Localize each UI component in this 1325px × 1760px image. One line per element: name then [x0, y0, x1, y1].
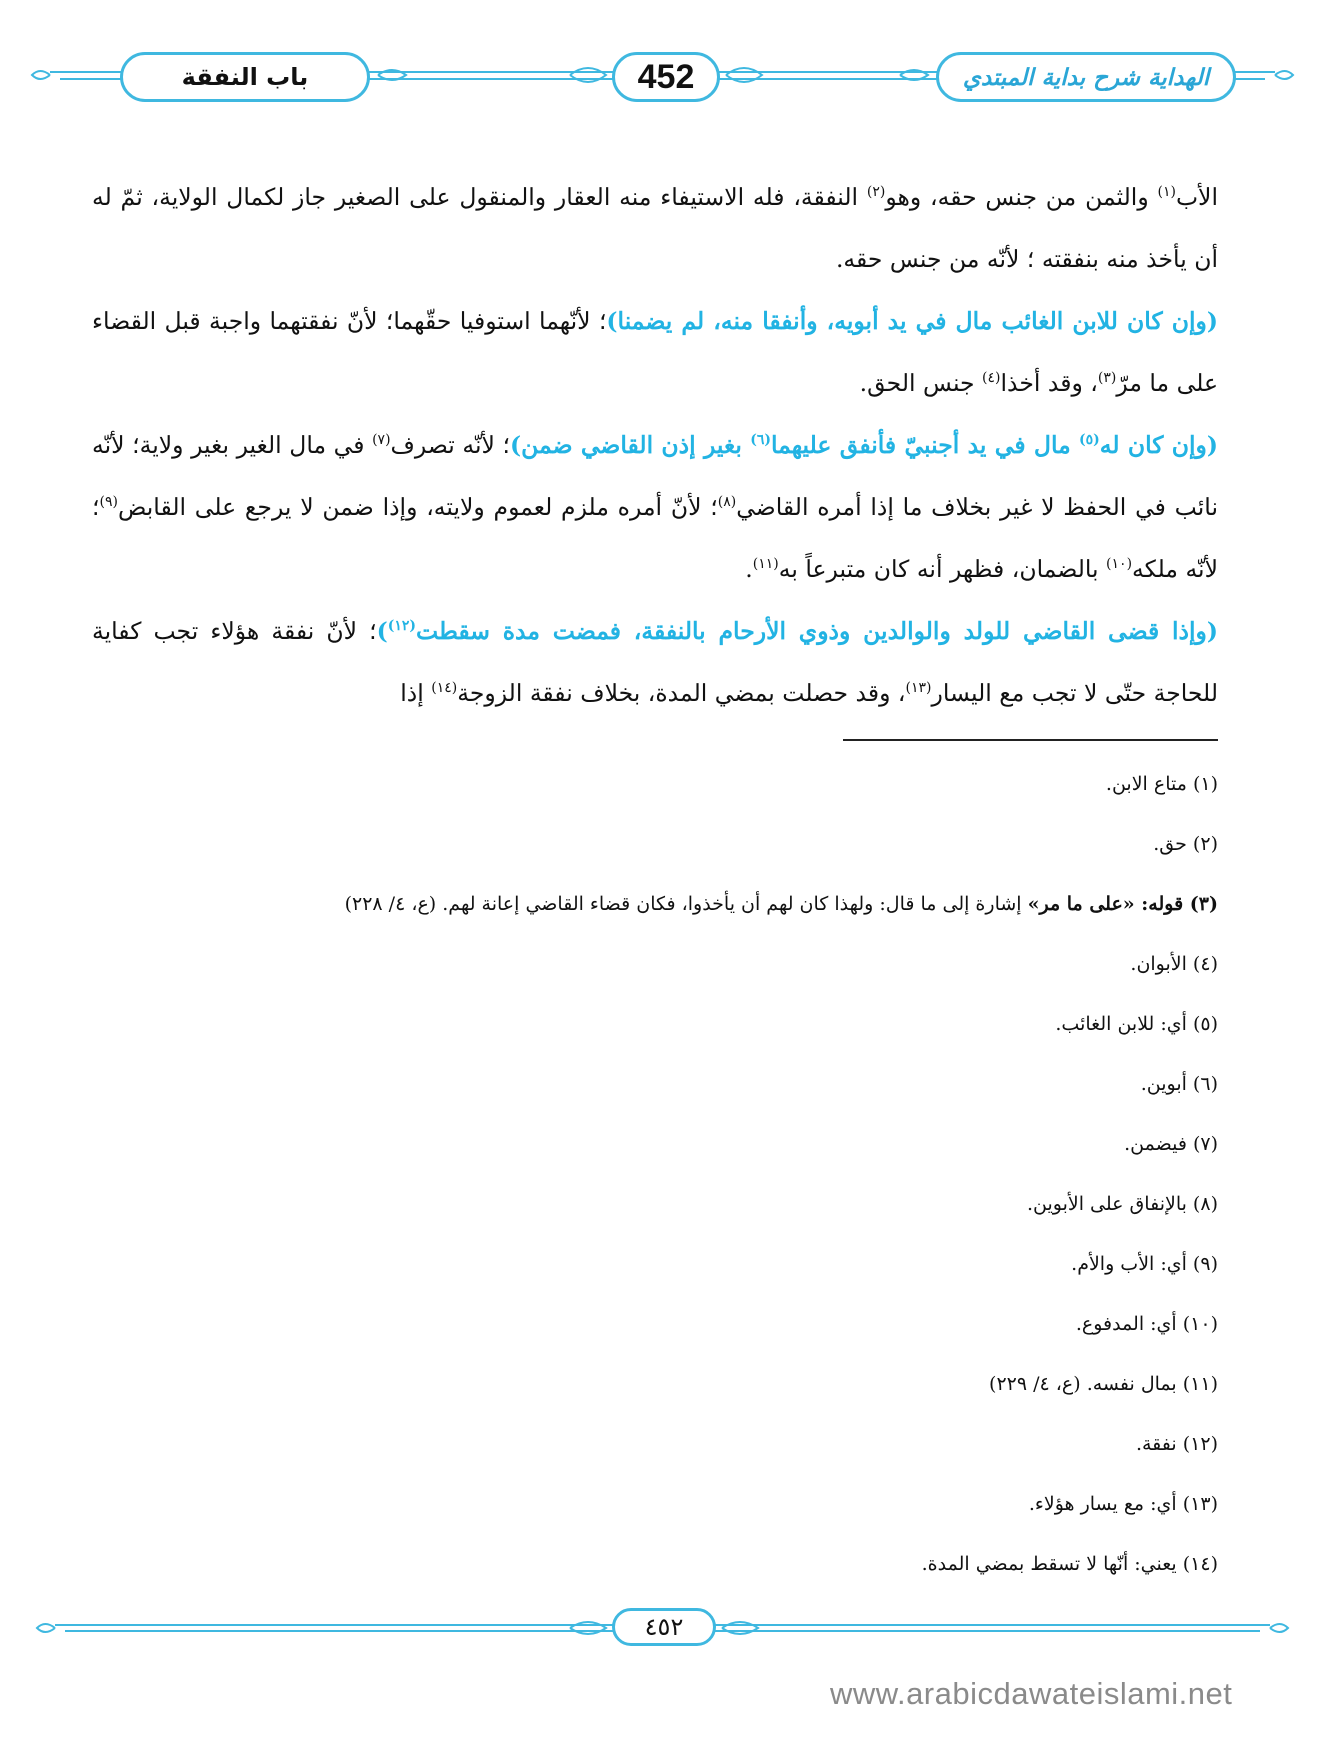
footnote-9: (٩) أي: الأب والأم.	[1071, 1253, 1218, 1275]
footnote-11: (١١) بمال نفسه. (ع، ٤/ ٢٢٩)	[989, 1373, 1218, 1395]
footnote-13: (١٣) أي: مع يسار هؤلاء.	[1028, 1493, 1218, 1515]
footnote-3-text: إشارة إلى ما قال: ولهذا كان لهم أن يأخذوا، فكان قضاء القاضي إعانة لهم. (ع، ٤/ ٢٢٨)	[344, 893, 1028, 915]
chapter-title: باب النفقة	[120, 52, 370, 102]
page-header	[0, 0, 1325, 150]
footnote-ref: (١٤)	[431, 680, 458, 697]
matn-text: (وإن كان له	[1099, 431, 1218, 459]
text-run: في مال الغير بغير ولاية؛ لأنّه نائب في الحفظ لا غير بخلاف ما إذا أمره القاضي	[92, 431, 1218, 521]
footnote-1: (١) متاع الابن.	[1105, 773, 1218, 795]
paragraph-3	[92, 414, 1218, 600]
footnote-ref: (١٣)	[905, 680, 932, 697]
text-run: والثمن من جنس حقه، وهو	[885, 183, 1158, 211]
paragraph-2	[92, 290, 1218, 414]
paragraph-4	[92, 600, 1218, 724]
matn-text: بغير إذن القاضي ضمن)	[509, 431, 751, 459]
matn-text: )	[376, 617, 388, 645]
main-text	[92, 166, 1218, 724]
text-run: ؛ لأنّهما استوفيا حقّهما؛ لأنّ نفقتهما واجبة قبل القضاء على ما مرّ	[92, 307, 1218, 397]
text-run: ؛ لأنّه تصرف	[390, 431, 510, 459]
footnote-ref: (٤)	[982, 370, 1001, 387]
text-run: إذا	[400, 679, 432, 707]
footnote-ref: (٧)	[372, 432, 391, 449]
paragraph-1	[92, 166, 1218, 290]
matn-text: مال في يد أجنبيّ فأنفق عليهما	[770, 431, 1079, 459]
text-run: جنس الحق.	[859, 369, 983, 397]
footnote-ref: (٨)	[717, 494, 737, 511]
footnote-ref: (١٢)	[387, 618, 416, 635]
footnote-5: (٥) أي: للابن الغائب.	[1055, 1013, 1218, 1035]
book-title-logo: الهداية شرح بداية المبتدي	[936, 52, 1236, 102]
matn-text: (وإن كان للابن الغائب مال في يد أبويه، وأنفقا منه، لم يضمنا)	[606, 307, 1218, 335]
website-url: www.arabicdawateislami.net	[830, 1676, 1233, 1711]
footnote-ref: (١٠)	[1106, 556, 1133, 573]
footnote-ref: (٥)	[1079, 432, 1100, 449]
page-number-bottom: ٤٥٢	[612, 1608, 716, 1646]
text-run: ؛ لأنّه ملكه	[92, 493, 1218, 583]
footnote-2: (٢) حق.	[1153, 833, 1218, 855]
page-number-top: 452	[612, 52, 720, 102]
footnote-divider	[843, 739, 1218, 741]
footnote-12: (١٢) نفقة.	[1135, 1433, 1218, 1455]
footnote-ref: (٢)	[866, 184, 886, 201]
footnotes	[92, 760, 1218, 1600]
footnote-6: (٦) أبوين.	[1140, 1073, 1218, 1095]
text-run: الأب	[1175, 183, 1218, 211]
text-run: .	[745, 555, 753, 583]
footnote-ref: (٣)	[1097, 370, 1117, 387]
text-run: النفقة، فله الاستيفاء منه العقار والمنقول على الصغير جاز لكمال الولاية، ثمّ له أن يأخذ منه بنفقته ؛ لأنّه من جنس حقه.	[92, 183, 1218, 273]
text-run: ، وقد أخذا	[1000, 369, 1098, 397]
text-run: ، وقد حصلت بمضي المدة، بخلاف نفقة الزوجة	[457, 679, 906, 707]
footnote-ref: (١)	[1157, 184, 1176, 201]
footnote-4: (٤) الأبوان.	[1130, 953, 1218, 975]
footnote-ref: (٦)	[750, 432, 771, 449]
text-run: ؛ لأنّ أمره ملزم لعموم ولايته، وإذا ضمن لا يرجع على القابض	[117, 493, 718, 521]
footnote-ref: (٩)	[99, 494, 118, 511]
text-run: بالضمان، فظهر أنه كان متبرعاً به	[778, 555, 1107, 583]
footnote-3	[92, 880, 1218, 940]
matn-text: (وإذا قضى القاضي للولد والوالدين وذوي الأرحام بالنفقة، فمضت مدة سقطت	[416, 617, 1218, 645]
footnote-14: (١٤) يعني: أنّها لا تسقط بمضي المدة.	[921, 1553, 1218, 1575]
footnote-ref: (١١)	[752, 556, 779, 573]
footnote-3-label: (٣) قوله: «على ما مر»	[1027, 893, 1218, 915]
footnote-7: (٧) فيضمن.	[1124, 1133, 1218, 1155]
footnote-8: (٨) بالإنفاق على الأبوين.	[1027, 1193, 1218, 1215]
footnote-10: (١٠) أي: المدفوع.	[1075, 1313, 1218, 1335]
text-run: ؛ لأنّ نفقة هؤلاء تجب كفاية للحاجة حتّى لا تجب مع اليسار	[92, 617, 1218, 707]
